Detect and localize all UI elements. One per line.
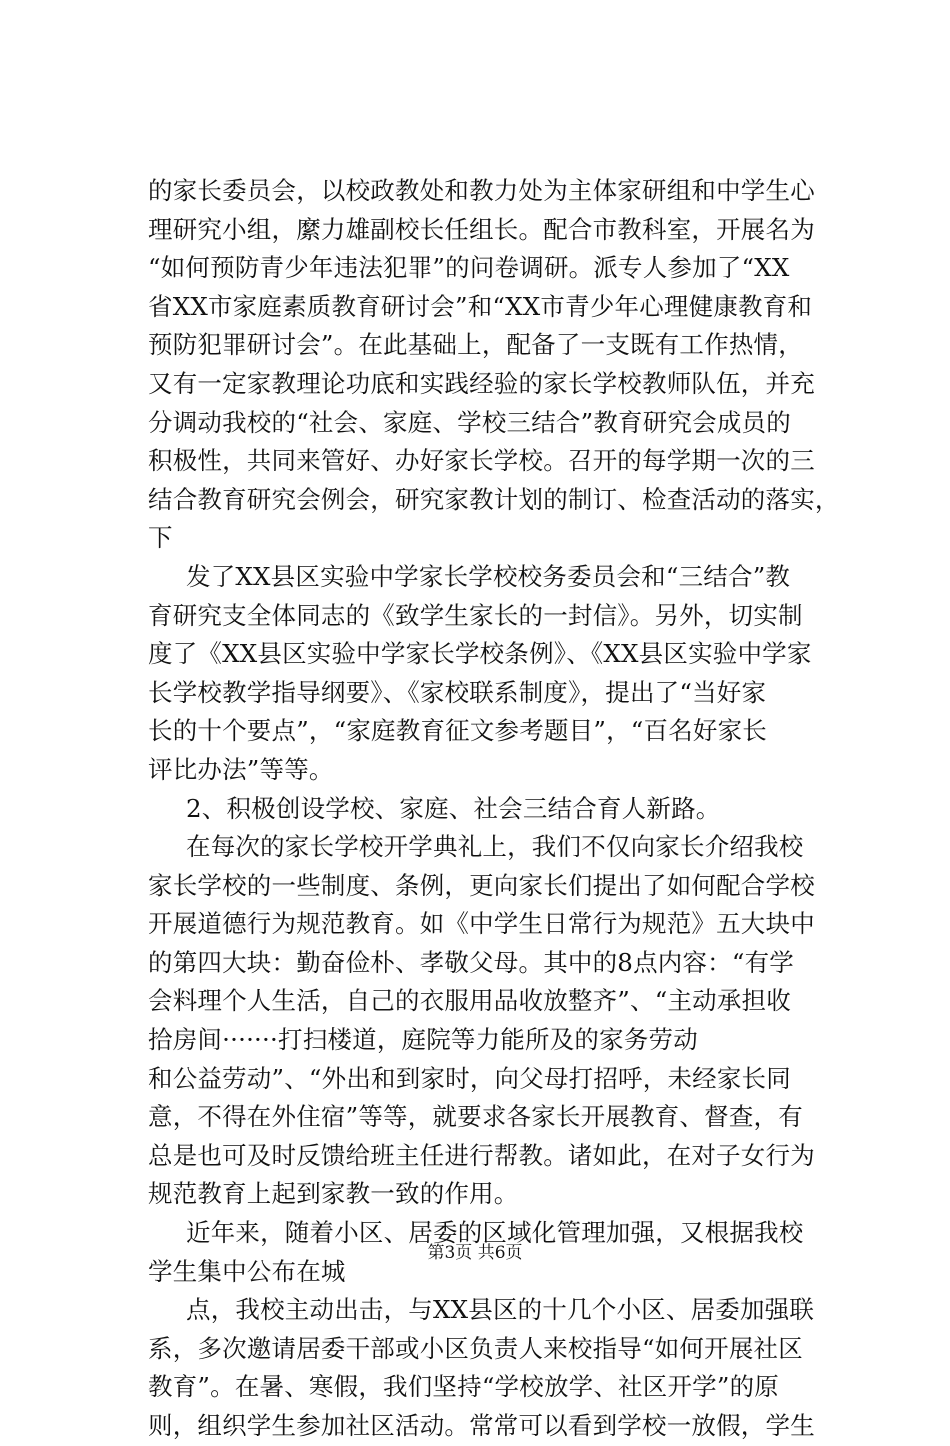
text-line: 开展道德行为规范教育。如《中学生日常行为规范》五大块中	[148, 909, 815, 939]
paragraph-start-line: 点，我校主动出击，与XX县区的十几个小区、居委加强联	[186, 1295, 815, 1325]
text-line: 拾房间·······打扫楼道，庭院等力能所及的家务劳动	[148, 1025, 698, 1055]
paragraph-start-line: 近年来，随着小区、居委的区域化管理加强，又根据我校	[186, 1218, 804, 1248]
text-line: 总是也可及时反馈给班主任进行帮教。诸如此，在对子女行为	[148, 1140, 815, 1170]
text-line: 规范教育上起到家教一致的作用。	[148, 1179, 519, 1209]
text-line: 又有一定家教理论功底和实践经验的家长学校教师队伍，并充	[148, 368, 815, 398]
paragraph-start-line: 在每次的家长学校开学典礼上，我们不仅向家长介绍我校	[186, 832, 804, 862]
text-line: 长的十个要点”，“家庭教育征文参考题目”，“百名好家长	[148, 716, 767, 746]
text-line: 长学校教学指导纲要》、《家校联系制度》，提出了“当好家	[148, 677, 767, 707]
text-line: 结合教育研究会例会，研究家教计划的制订、检查活动的落实，	[148, 484, 840, 514]
page-number-footer: 第3页 共6页	[427, 1243, 523, 1263]
text-line: 分调动我校的“社会、家庭、学校三结合”教育研究会成员的	[148, 407, 791, 437]
text-line: 家长学校的一些制度、条例，更向家长们提出了如何配合学校	[148, 870, 815, 900]
text-line: 则，组织学生参加社区活动。常常可以看到学校一放假，学生	[148, 1411, 815, 1440]
text-line: 育研究支全体同志的《致学生家长的一封信》。另外，切实制	[148, 600, 803, 630]
text-line: 预防犯罪研讨会”。在此基础上，配备了一支既有工作热情，	[148, 330, 803, 360]
text-line: 的第四大块：勤奋俭朴、孝敬父母。其中的8点内容：“有学	[148, 947, 795, 977]
text-line: 积极性，共同来管好、办好家长学校。召开的每学期一次的三	[148, 446, 815, 476]
text-line: 会料理个人生活，自己的衣服用品收放整齐”、“主动承担收	[148, 986, 791, 1016]
text-line: “如何预防青少年违法犯罪”的问卷调研。派专人参加了“XX	[148, 253, 790, 283]
text-line: 和公益劳动”、“外出和到家时，向父母打招呼，未经家长同	[148, 1063, 791, 1093]
text-line: 系，多次邀请居委干部或小区负责人来校指导“如何开展社区	[148, 1333, 803, 1363]
text-line: 评比办法”等等。	[148, 754, 334, 784]
text-line: 度了《XX县区实验中学家长学校条例》、《XX县区实验中学家	[148, 639, 812, 669]
text-line: 学生集中公布在城	[148, 1256, 346, 1286]
text-line: 下	[148, 523, 173, 553]
text-line: 省XX市家庭素质教育研讨会”和“XX市青少年心理健康教育和	[148, 291, 813, 321]
text-line: 的家长委员会，以校政教处和教力处为主体家研组和中学生心	[148, 176, 815, 205]
text-line: 意，不得在外住宿”等等，就要求各家长开展教育、督查，有	[148, 1102, 803, 1132]
section-heading: 2、积极创设学校、家庭、社会三结合育人新路。	[186, 793, 721, 823]
text-line: 教育”。在暑、寒假，我们坚持“学校放学、社区开学”的原	[148, 1372, 779, 1402]
paragraph-start-line: 发了XX县区实验中学家长学校校务委员会和“三结合”教	[186, 561, 791, 591]
text-line: 理研究小组，縻力雄副校长任组长。配合市教科室，开展名为	[148, 214, 815, 244]
